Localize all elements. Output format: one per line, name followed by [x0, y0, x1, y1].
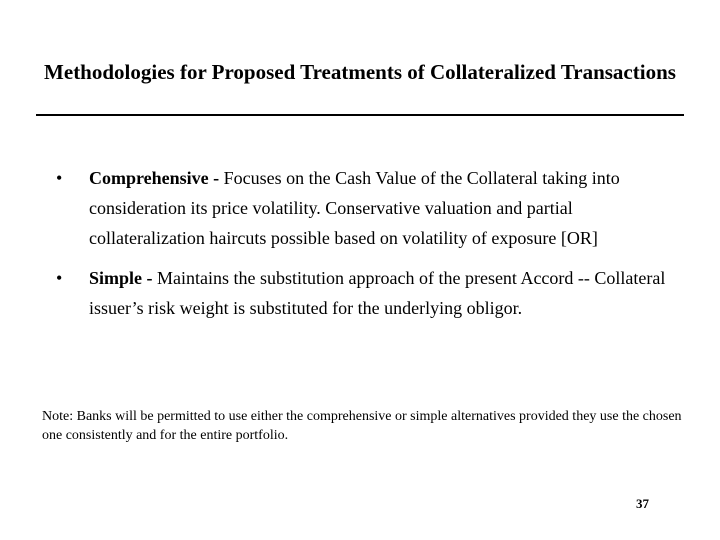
footnote: Note: Banks will be permitted to use either the comprehensive or simple alternatives provided they use the chosen one consistently and for the entire portfolio. [42, 409, 682, 443]
slide-title: Methodologies for Proposed Treatments of Collateralized Transactions [44, 60, 676, 84]
bullet-list [56, 163, 676, 323]
bullet-separator: - [208, 168, 224, 188]
bullet-item-comprehensive [56, 163, 676, 253]
bullet-term-comprehensive: Comprehensive [89, 168, 209, 188]
bullet-marker: • [56, 268, 63, 288]
bullet-item-simple [56, 263, 676, 323]
bullet-separator: - [142, 268, 158, 288]
bullet-text-comprehensive: Focuses on the Cash Value of the Collateral taking into consideration its price volatility. Conservative valuation and partial collateralization haircuts possible based on volatility of exposure [OR] [89, 168, 620, 248]
title-divider [36, 114, 684, 116]
bullet-marker: • [56, 168, 63, 188]
bullet-term-simple: Simple [89, 268, 143, 288]
bullet-text-simple: Maintains the substitution approach of the present Accord -- Collateral issuer’s risk weight is substituted for the underlying obligor. [89, 268, 666, 318]
page-number: 37 [636, 496, 649, 511]
